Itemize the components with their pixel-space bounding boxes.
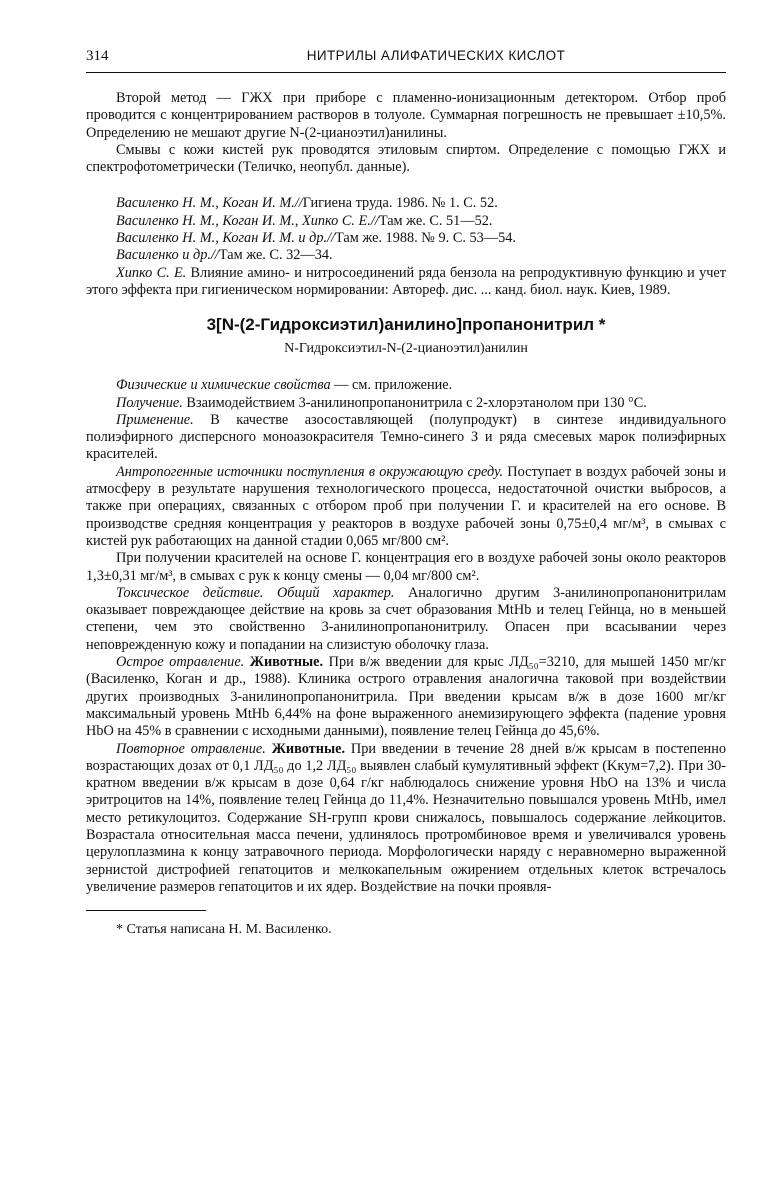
- section-label: Физические и химические свойства: [116, 377, 331, 394]
- footnote: * Статья написана Н. М. Василенко.: [116, 922, 332, 938]
- reference-authors: Василенко Н. М., Коган И. М.//: [116, 195, 303, 212]
- section-subject: Животные.: [265, 740, 346, 757]
- section-text: При в/ж введении для крыс ЛД₅₀=3210, для мышей 1450 мг/кг (Василенко, Коган и др., 1988). Клиника острого отравления аналогична таковой при воздействии других производных 3-анилинопропанонитрила. При введении крысам в/ж в дозе 1600 мг/кг максимальный уровень MtHb 6,44% на фоне выраженного анемизирующего эффекта (падение уровня HbO на 45% в сравнении с исходными данными), появление телец Гейнца до 45,6%.: [86, 654, 726, 740]
- section-text: — см. приложение.: [330, 377, 453, 394]
- dyes-concentration-paragraph: При получении красителей на основе Г. концентрация его в воздухе рабочей зоны около реакторов 1,3±0,31 мг/м³, в смывах с рук к концу смены — 0,04 мг/800 см².: [86, 550, 726, 584]
- production-paragraph: [86, 395, 726, 412]
- reference-source: Влияние амино- и нитросоединений ряда бензола на репродуктивную функцию и учет этого эффекта при гигиеническом нормировании: Автореф. дис. ... канд. биол. наук. Киев, 1989.: [86, 264, 726, 298]
- reference-list: [86, 195, 726, 299]
- toxic-action-paragraph: [86, 585, 726, 654]
- page-number: 314: [86, 48, 109, 64]
- section-label: Применение.: [116, 411, 194, 428]
- section-subject: Животные.: [244, 654, 324, 671]
- article-synonym: N-Гидроксиэтил-N-(2-цианоэтил)анилин: [284, 341, 528, 357]
- document-page: [86, 48, 726, 938]
- reference-item: [86, 265, 726, 300]
- section-text: Поступает в воздух рабочей зоны и атмосферу в результате нарушения технологического процесса, недостаточной очистки выбросов, а также при операциях, связанных с отбором проб при получении Г. и красителей на его основе. В производстве средняя концентрация у реакторов в воздухе рабочей зоны 0,75±0,4 мг/м³, в смывах с кистей рук работающих на данной стадии 0,065 мг/800 см².: [86, 463, 726, 549]
- repeated-poisoning-paragraph: [86, 741, 726, 897]
- reference-authors: Хипко С. Е.: [116, 264, 187, 281]
- reference-source: Там же. 1988. № 9. С. 53—54.: [335, 230, 516, 247]
- section-label: Повторное отравление.: [116, 740, 266, 757]
- reference-authors: Василенко Н. М., Коган И. М. и др.//: [116, 230, 336, 247]
- section-text: При введении в течение 28 дней в/ж крысам в постепенно возрастающих дозах от 0,1 ЛД₅₀ до 1,2 ЛД₅₀ выявлен слабый кумулятивный эффект (Kкум=7,2). При 30-кратном введении в/ж крысам в дозе 0,64 г/кг наблюдалось снижение уровня HbO на 13% и числа эритроцитов на 14%, появление телец Гейнца до 11,4%. Незначительно повышался уровень MtHb, имел место ретикулоцитоз. Содержание SH-групп крови снижалось, повышалось содержание лейкоцитов. Возрастала относительная масса печени, удлинялось протромбиновое время и увеличивался уровень церулоплазмина к концу затравочного периода. Морфологически наряду с неравномерно выраженной зернистой дистрофией гепатоцитов и мелкокапельным ожирением отдельных клеток встречалось увеличение размеров гепатоцитов и их ядер. Воздействие на почки проявля-: [86, 740, 726, 895]
- intro-paragraph-1: Второй метод — ГЖХ при приборе с пламенно-ионизационным детектором. Отбор проб проводится с концентрированием растворов в толуоле. Суммарная погрешность не превышает ±10,5%. Определению не мешают другие N-(2-цианоэтил)анилины.: [86, 90, 726, 141]
- reference-item: [86, 195, 726, 212]
- intro-block: [86, 90, 726, 176]
- section-label: Острое отравление.: [116, 654, 245, 671]
- acute-poisoning-paragraph: [86, 654, 726, 740]
- reference-item: [86, 213, 726, 230]
- page-header: [86, 48, 726, 70]
- reference-item: [86, 230, 726, 247]
- reference-source: Там же. С. 51—52.: [378, 212, 493, 229]
- reference-source: Там же. С. 32—34.: [218, 247, 333, 264]
- footnote-rule: [86, 910, 206, 911]
- section-label: Токсическое действие. Общий характер.: [116, 584, 395, 601]
- section-label: Получение.: [116, 394, 183, 411]
- section-text: В качестве азосоставляющей (полупродукт) в синтезе индивидуального полиэфирного дисперсного моноазокрасителя Темно-синего З и ряда смесевых марок полиэфирных красителей.: [86, 411, 726, 463]
- reference-source: Гигиена труда. 1986. № 1. С. 52.: [302, 195, 498, 212]
- physical-properties-paragraph: [86, 377, 726, 394]
- application-paragraph: [86, 412, 726, 464]
- section-label: Антропогенные источники поступления в окружающую среду.: [116, 463, 504, 480]
- intro-paragraph-2: Смывы с кожи кистей рук проводятся этиловым спиртом. Определение с помощью ГЖХ и спектрофотометрически (Теличко, неопубл. данные).: [86, 141, 726, 176]
- article-body: [86, 377, 726, 896]
- anthropogenic-sources-paragraph: [86, 464, 726, 550]
- reference-item: [86, 247, 726, 264]
- header-rule: [86, 72, 726, 73]
- section-text: Взаимодействием 3-анилинопропанонитрила с 2-хлорэтанолом при 130 °С.: [182, 394, 647, 411]
- article-title: 3[N-(2-Гидроксиэтил)анилино]пропанонитрил *: [206, 315, 606, 335]
- running-title: НИТРИЛЫ АЛИФАТИЧЕСКИХ КИСЛОТ: [306, 48, 566, 63]
- reference-authors: Василенко Н. М., Коган И. М., Хипко С. Е.//: [116, 212, 379, 229]
- reference-authors: Василенко и др.//: [116, 247, 219, 264]
- section-text: Аналогично другим 3-анилинопропанонитрилам оказывает повреждающее действие на кровь за счет образования MtHb и телец Гейнца, но в меньшей степени, чем это свойственно 3-анилинопропанонитрилу. Опасен при всасывании через неповрежденную кожу и попадании на слизистую оболочку глаза.: [86, 584, 726, 653]
